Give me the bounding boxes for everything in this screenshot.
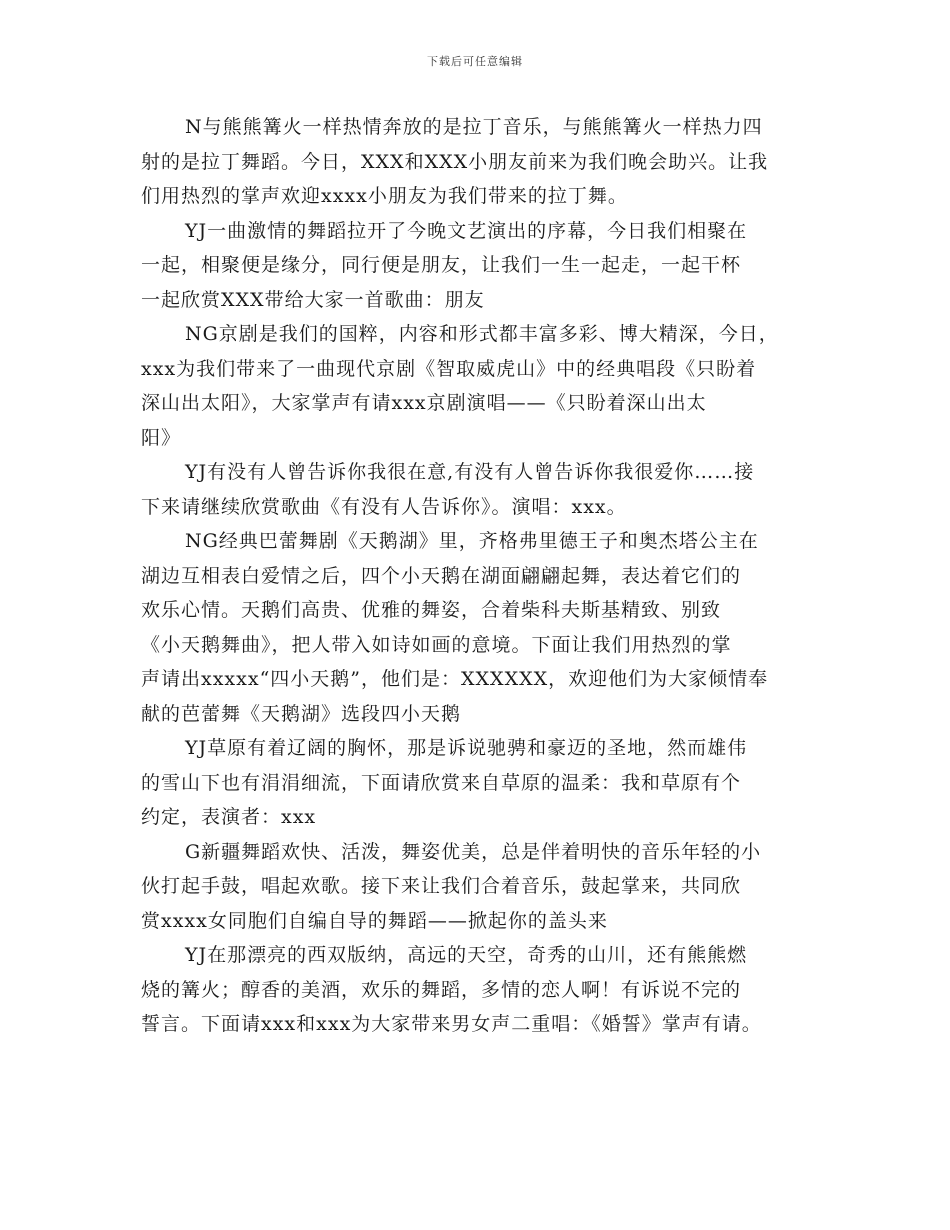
paragraph-line: YJ草原有着辽阔的胸怀，那是诉说驰骋和豪迈的圣地，然而雄伟 [185,737,748,759]
paragraph-line: xxx为我们带来了一曲现代京剧《智取威虎山》中的经典唱段《只盼着 [141,357,757,380]
paragraph-line: YJ有没有人曾告诉你我很在意,有没有人曾告诉你我很爱你……接 [185,461,755,483]
paragraph-line: 们用热烈的掌声欢迎xxxx小朋友为我们带来的拉丁舞。 [141,185,628,207]
paragraph-line: N与熊熊篝火一样热情奔放的是拉丁音乐，与熊熊篝火一样热力四 [185,116,763,138]
paragraph [141,731,831,835]
paragraph-line: 《小天鹅舞曲》，把人带入如诗如画的意境。下面让我们用热烈的掌 [141,633,732,656]
paragraph [141,524,831,731]
paragraph-line: 射的是拉丁舞蹈。今日，XXX和XXX小朋友前来为我们晚会助兴。让我 [141,150,769,173]
paragraph-line: 烧的篝火；醇香的美酒，欢乐的舞蹈，多情的恋人啊！有诉说不完的 [141,978,742,1001]
paragraph-line: YJ在那漂亮的西双版纳，高远的天空，奇秀的山川，还有熊熊燃 [185,944,748,966]
paragraph-line: 阳》 [141,426,182,449]
paragraph-line: 献的芭蕾舞《天鹅湖》选段四小天鹅 [141,702,462,725]
paragraph-line: 一起欣赏XXX带给大家一首歌曲：朋友 [141,288,485,311]
paragraph-line: 湖边互相表白爱情之后，四个小天鹅在湖面翩翩起舞，表达着它们的 [141,564,742,587]
paragraph-line: 声请出xxxxx“四小天鹅”，他们是：XXXXXX，欢迎他们为大家倾情奉 [141,668,769,690]
paragraph-line: NG经典巴蕾舞剧《天鹅湖》里，齐格弗里德王子和奥杰塔公主在 [185,530,759,552]
paragraph [141,317,831,455]
paragraph-line: NG京剧是我们的国粹，内容和形式都丰富多彩、博大精深，今日， [185,323,779,345]
paragraph [141,835,831,939]
paragraph-line: 下来请继续欣赏歌曲《有没有人告诉你》。演唱：xxx。 [141,495,627,518]
page-header: 下载后可任意编辑 [427,55,523,68]
paragraph [141,214,831,318]
paragraph [141,938,831,1042]
paragraph [141,455,831,524]
paragraph-line: 深山出太阳》，大家掌声有请xxx京剧演唱——《只盼着深山出太 [141,392,707,414]
paragraph-line: 赏xxxx女同胞们自编自导的舞蹈——掀起你的盖头来 [141,909,608,932]
paragraph-line: 誓言。下面请xxx和xxx为大家带来男女声二重唱：《婚誓》掌声有请。 [141,1013,762,1035]
paragraph-line: 一起，相聚便是缘分，同行便是朋友，让我们一生一起走，一起干杯 [141,254,742,276]
paragraph-line: G新疆舞蹈欢快、活泼，舞姿优美，总是伴着明快的音乐年轻的小 [185,840,762,863]
paragraph-line: 约定，表演者：xxx [141,806,317,828]
document-body [141,110,831,1042]
paragraph-line: 伙打起手鼓，唱起欢歌。接下来让我们合着音乐，鼓起掌来，共同欣 [141,875,742,897]
paragraph [141,110,831,214]
paragraph-line: YJ一曲激情的舞蹈拉开了今晚文艺演出的序幕，今日我们相聚在 [185,219,748,242]
paragraph-line: 的雪山下也有涓涓细流，下面请欣赏来自草原的温柔：我和草原有个 [141,771,742,794]
paragraph-line: 欢乐心情。天鹅们高贵、优雅的舞姿，合着柴科夫斯基精致、别致 [141,599,722,621]
